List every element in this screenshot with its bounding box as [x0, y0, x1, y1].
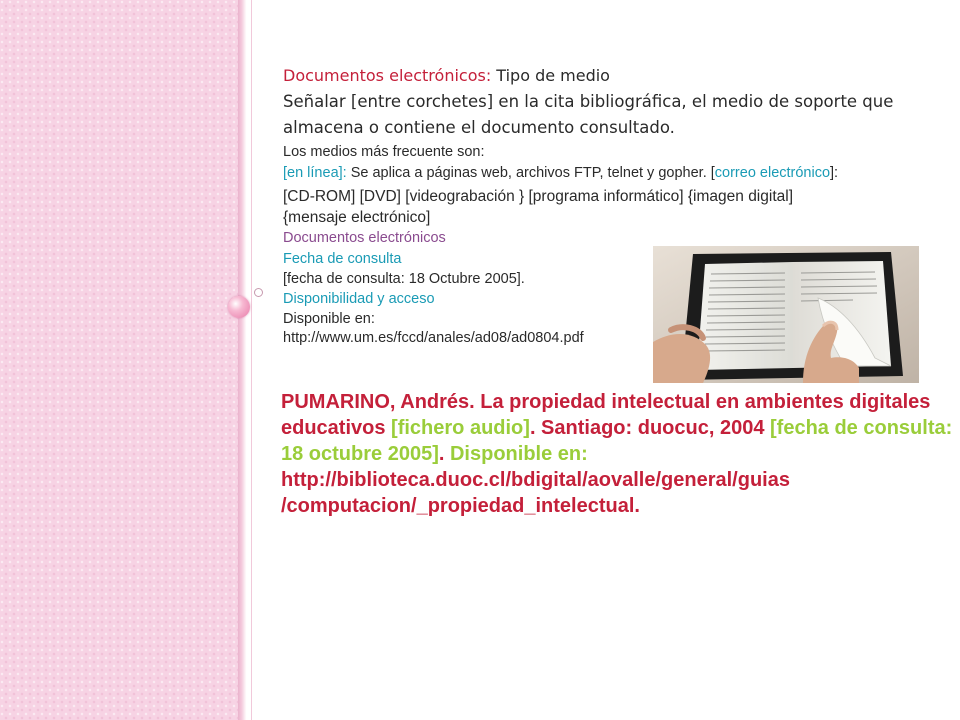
citation-url: http://biblioteca.duoc.cl/bdigital/aovalle/general/guias /computacion/_propiedad_intelectual.: [281, 469, 790, 517]
media-list: [CD-ROM] [DVD] [videograbación } [programa informático] {imagen digital]: [283, 188, 793, 205]
instruction-line-2: almacena o contiene el documento consultado.: [283, 118, 675, 137]
section-heading: Documentos electrónicos: [283, 230, 446, 246]
email-suffix: ]:: [830, 165, 839, 181]
media-list-continued: {mensaje electrónico]: [283, 209, 431, 226]
divider-line: [251, 0, 252, 720]
available-label: Disponible en:: [283, 311, 375, 327]
decorative-side-panel: [0, 0, 240, 720]
citation-author-title: PUMARINO, Andrés. La propiedad intelectual en ambientes digitales educativos: [281, 391, 931, 439]
citation-publisher: . Santiago: duocuc, 2004: [529, 417, 770, 439]
email-label: correo electrónico: [714, 165, 831, 181]
citation-date: [fecha de consulta: 18 octubre 2005]: [281, 417, 953, 465]
date-heading: Fecha de consulta: [283, 251, 402, 267]
date-example: [fecha de consulta: 18 Octubre 2005].: [283, 271, 525, 287]
tablet-illustration-icon: [653, 246, 919, 383]
availability-heading: Disponibilidad y acceso: [283, 291, 435, 307]
heading-label: Documentos electrónicos:: [283, 66, 492, 85]
instruction-line-1: Señalar [entre corchetes] en la cita bibliográfica, el medio de soporte que: [283, 92, 894, 111]
online-media-line: [283, 165, 838, 181]
small-circle-icon: [254, 288, 263, 297]
online-label: [en línea]:: [283, 165, 347, 181]
citation-example: [281, 389, 957, 519]
pink-orb-icon: [228, 296, 250, 318]
citation-availability: Disponible en:: [449, 443, 588, 465]
heading-line: [283, 66, 610, 85]
example-url: http://www.um.es/fccd/anales/ad08/ad0804.pdf: [283, 330, 584, 346]
citation-medium: [fichero audio]: [391, 417, 530, 439]
heading-topic: Tipo de medio: [491, 66, 610, 85]
panel-divider: [238, 0, 250, 720]
citation-separator: .: [438, 443, 450, 465]
tablet-reading-photo: [653, 246, 919, 383]
media-intro: Los medios más frecuente son:: [283, 144, 485, 160]
online-description: Se aplica a páginas web, archivos FTP, telnet y gopher. [: [346, 165, 715, 181]
